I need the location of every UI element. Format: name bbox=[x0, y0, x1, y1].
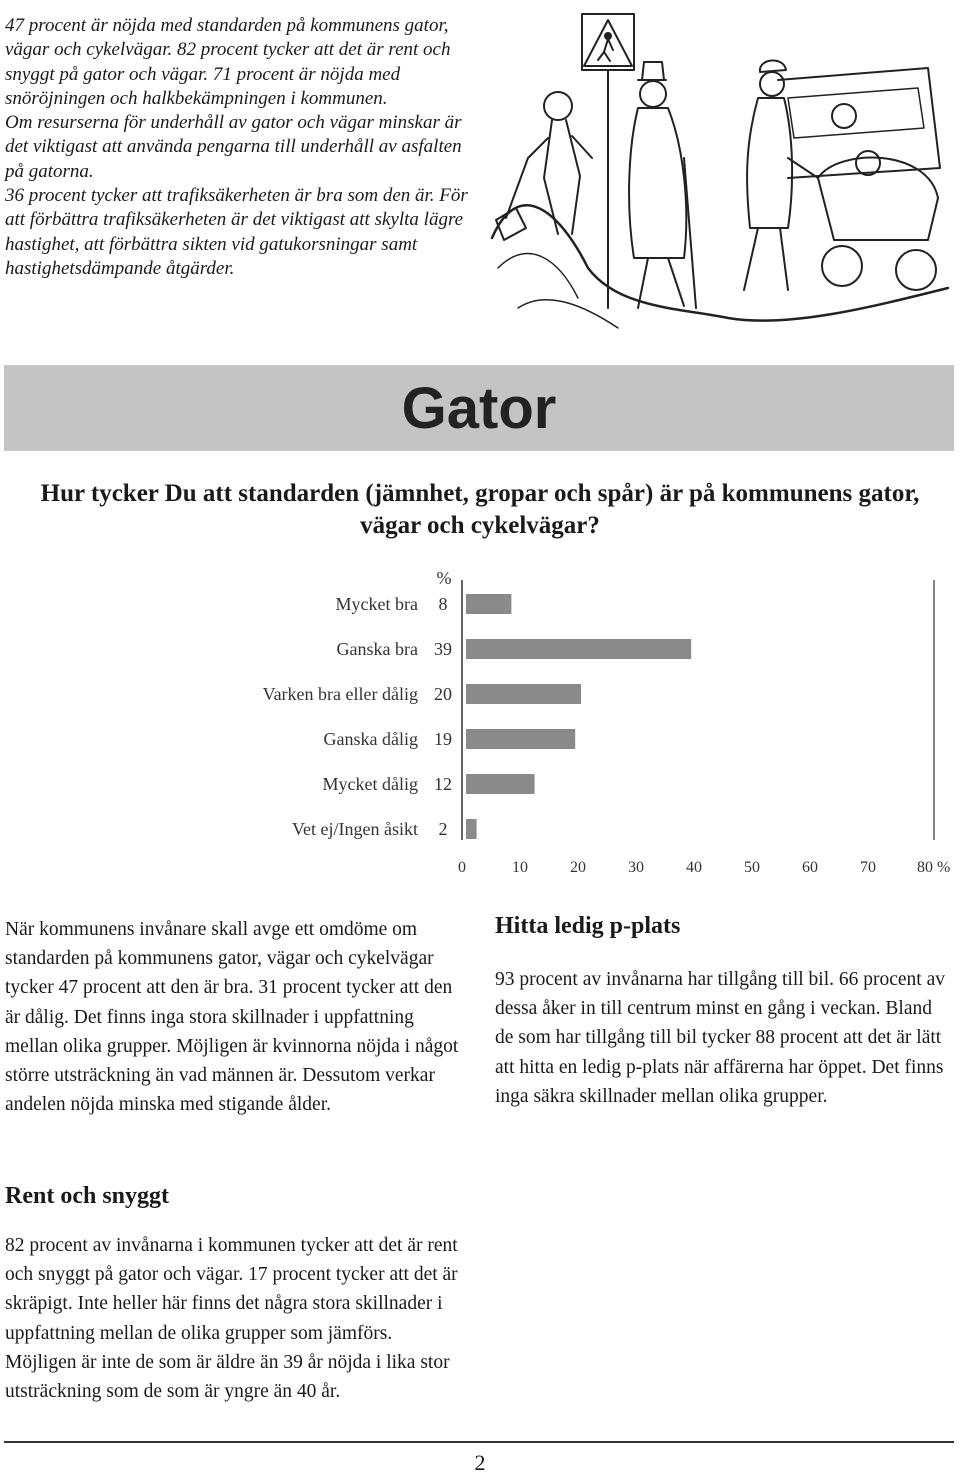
x-tick-label: 40 bbox=[686, 859, 702, 876]
parking-heading: Hitta ledig p-plats bbox=[495, 913, 681, 939]
x-tick-label: 70 bbox=[860, 859, 876, 876]
x-tick-label: 20 bbox=[570, 859, 586, 876]
x-tick-label: 0 bbox=[458, 859, 466, 876]
bar bbox=[466, 594, 511, 614]
category-label: Mycket bra bbox=[335, 594, 418, 614]
parking-paragraph: 93 procent av invånarna har tillgång till bil. 66 procent av dessa åker in till centrum minst en gång i veckan. Bland de som har tillgång till bil tycker 88 procent att det är lätt att hitta en ledig p-plats när affärerna har öppet. Det finns inga säkra skillnader mellan olika grupper. bbox=[495, 969, 945, 1107]
bar bbox=[466, 684, 581, 704]
intro-paragraph: Om resurserna för underhåll av gator och vägar minskar är det viktigast att använda pengarna till underhåll av asfalten på gatorna. bbox=[5, 112, 462, 182]
value-label: 8 bbox=[438, 594, 448, 614]
bar-chart bbox=[0, 560, 960, 890]
standard-paragraph: När kommunens invånare skall avge ett omdöme om standarden på kommunens gator, vägar och cykelvägar tycker 47 procent att den är bra. 31 procent tycker att den är dålig. Det finns inga stora skillnader i uppfattning mellan olika grupper. Möjligen är kvinnorna nöjda i något större utsträckning än vad männen är. Dessutom verkar andelen nöjda minska med stigande ålder. bbox=[5, 919, 459, 1116]
chart-axes bbox=[462, 580, 934, 840]
section-title: Gator bbox=[401, 375, 557, 441]
bar bbox=[466, 729, 575, 749]
value-label: 19 bbox=[434, 729, 452, 749]
x-tick-label: 10 bbox=[512, 859, 528, 876]
category-label: Ganska bra bbox=[336, 639, 418, 659]
bar bbox=[466, 639, 691, 659]
page-number: 2 bbox=[474, 1450, 486, 1475]
value-header: % bbox=[436, 568, 452, 588]
intro-paragraph: 47 procent är nöjda med standarden på kommunens gator, vägar och cykelvägar. 82 procent tycker att det är rent och snyggt på gator och vägar. 71 procent är nöjda med snöröjningen och halkbekämpningen i kommunen. bbox=[5, 15, 451, 109]
footer-rule bbox=[4, 1441, 954, 1443]
x-tick-label: 50 bbox=[744, 859, 760, 876]
category-label: Ganska dålig bbox=[323, 729, 418, 749]
intro-text bbox=[5, 14, 475, 281]
bar bbox=[466, 819, 477, 839]
x-tick-label: 80 % bbox=[917, 859, 951, 876]
x-tick-label: 60 bbox=[802, 859, 818, 876]
value-label: 12 bbox=[434, 774, 452, 794]
intro-paragraph: 36 procent tycker att trafiksäkerheten är bra som den är. För att förbättra trafiksäkerheten är det viktigast att skylta lägre hastighet, att förbättra sikten vid gatukorsningar samt hastighetsdämpande åtgärder. bbox=[5, 185, 468, 279]
value-label: 2 bbox=[438, 819, 448, 839]
survey-question: Hur tycker Du att standarden (jämnhet, gropar och spår) är på kommunens gator, vägar och cykelvägar? bbox=[40, 480, 920, 539]
category-label: Vet ej/Ingen åsikt bbox=[292, 819, 418, 839]
chart-bars bbox=[466, 594, 691, 839]
section-banner bbox=[4, 365, 954, 451]
x-tick-label: 30 bbox=[628, 859, 644, 876]
value-label: 20 bbox=[434, 684, 452, 704]
clean-heading: Rent och snyggt bbox=[5, 1183, 170, 1209]
street-scene-illustration bbox=[488, 8, 952, 338]
value-label: 39 bbox=[434, 639, 452, 659]
bar bbox=[466, 774, 535, 794]
clean-paragraph: 82 procent av invånarna i kommunen tycker att det är rent och snyggt på gator och vägar. 17 procent tycker att det är skräpigt. Inte heller här finns det några stora skillnader i uppfattning mellan de olika grupper som jämförs. Möjligen är inte de som är äldre än 39 år nöjda i lika stor utsträckning som de som är yngre än 40 år. bbox=[5, 1235, 458, 1403]
category-label: Mycket dålig bbox=[322, 774, 418, 794]
category-label: Varken bra eller dålig bbox=[262, 684, 418, 704]
chart-labels bbox=[263, 568, 951, 876]
